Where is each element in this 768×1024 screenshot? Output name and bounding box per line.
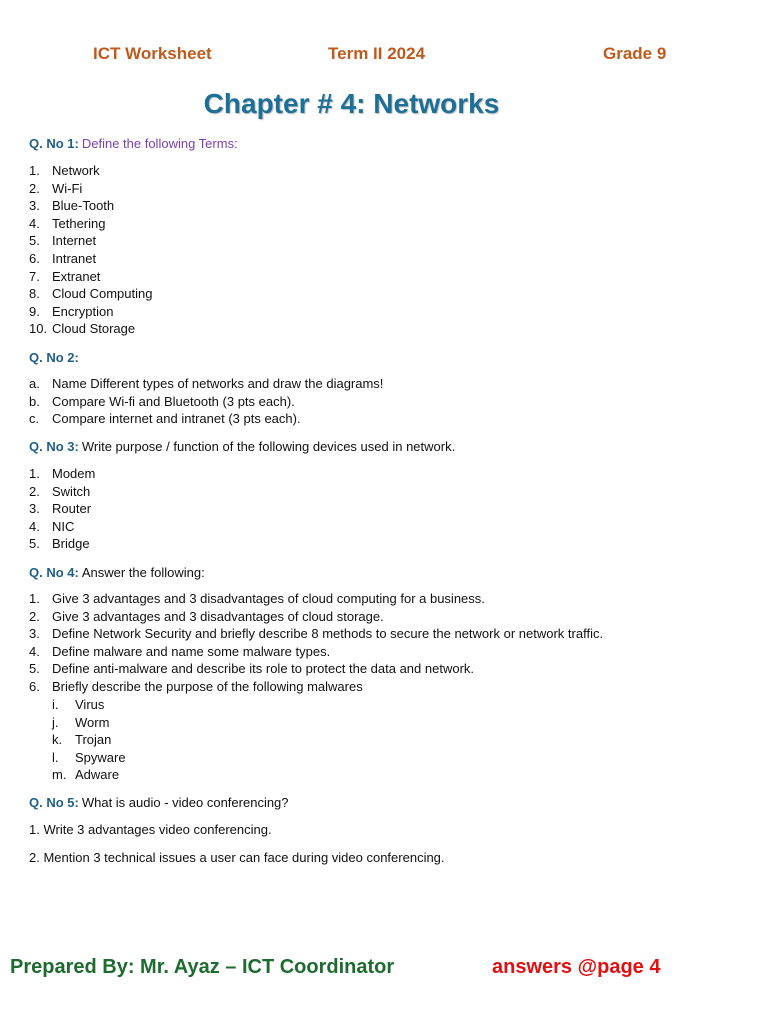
list-marker: 2. — [29, 180, 40, 196]
list-marker: 9. — [29, 303, 40, 319]
list-item — [29, 232, 152, 250]
list-marker: 5. — [29, 233, 40, 249]
list-item-text: Name Different types of networks and draw the diagrams! — [52, 376, 384, 391]
list-item-text: Cloud Computing — [52, 286, 153, 302]
list-item-text: Network — [52, 163, 100, 178]
list-item — [29, 215, 152, 233]
list-marker: 5. — [29, 536, 40, 552]
list-item-text: Blue-Tooth — [52, 198, 115, 214]
list-item-text: Internet — [52, 233, 97, 249]
list-item — [29, 162, 152, 180]
q1-list — [29, 162, 152, 338]
question-2 — [29, 350, 82, 365]
list-marker: 2. — [29, 608, 40, 624]
list-marker: a. — [29, 376, 40, 391]
list-item-text: Define malware and name some malware types. — [52, 643, 331, 659]
list-marker: 1. — [29, 163, 40, 178]
list-item-text: Modem — [52, 466, 96, 481]
question-4 — [29, 565, 205, 580]
list-marker: 1. — [29, 591, 40, 606]
list-item-text: Bridge — [52, 536, 90, 552]
list-item-text: Intranet — [52, 250, 97, 266]
list-marker: 2. — [29, 483, 40, 499]
question-text: Define the following Terms: — [81, 136, 238, 151]
list-item — [29, 180, 152, 198]
list-marker: m. — [52, 767, 67, 783]
list-item-text: Trojan — [75, 732, 112, 748]
list-item — [29, 483, 95, 501]
list-item-text: Compare internet and intranet (3 pts each). — [52, 411, 301, 427]
question-1 — [29, 136, 238, 151]
question-number: Q. No 4: — [29, 565, 79, 580]
list-item — [29, 660, 603, 678]
list-marker: 4. — [29, 215, 40, 231]
list-item-text: Define anti-malware and describe its role to protect the data and network. — [52, 661, 475, 677]
prepared-by: Prepared By: Mr. Ayaz – ICT Coordinator — [10, 956, 395, 978]
list-item — [29, 590, 603, 608]
question-number: Q. No 3: — [29, 439, 79, 454]
list-item-text: Wi-Fi — [52, 180, 83, 196]
list-item — [29, 303, 152, 321]
list-marker: 5. — [29, 661, 40, 677]
q4-list — [29, 590, 603, 696]
list-item — [29, 268, 152, 286]
list-marker: 3. — [29, 198, 40, 214]
question-text: Answer the following: — [81, 565, 205, 580]
question-3 — [29, 439, 455, 454]
list-item — [29, 393, 383, 411]
question-number: Q. No 5: — [29, 795, 79, 810]
list-item — [29, 197, 152, 215]
header-term: Term II 2024 — [328, 44, 426, 63]
list-item — [52, 731, 126, 749]
list-item — [29, 608, 603, 626]
list-item — [52, 766, 126, 784]
list-item-text: Switch — [52, 483, 91, 499]
list-marker: i. — [52, 697, 59, 712]
list-item — [29, 375, 383, 393]
list-item-text: Encryption — [52, 303, 114, 319]
list-marker: 6. — [29, 678, 40, 694]
list-item-text: Define Network Security and briefly describe 8 methods to secure the network or network traffic. — [52, 626, 604, 642]
list-marker: 8. — [29, 286, 40, 302]
question-number: Q. No 2: — [29, 350, 79, 365]
list-item — [29, 465, 95, 483]
question-number: Q. No 1: — [29, 136, 79, 151]
q5-line-2: 2. Mention 3 technical issues a user can face during video conferencing. — [29, 850, 445, 865]
list-item — [29, 250, 152, 268]
list-item — [52, 696, 126, 714]
list-item-text: NIC — [52, 518, 75, 534]
list-marker: 10. — [29, 321, 48, 337]
list-marker: b. — [29, 393, 40, 409]
list-item — [29, 285, 152, 303]
question-text: What is audio - video conferencing? — [81, 795, 289, 810]
list-item — [29, 518, 95, 536]
header-worksheet: ICT Worksheet — [93, 44, 212, 63]
list-item-text: Briefly describe the purpose of the following malwares — [52, 678, 363, 694]
list-item — [29, 320, 152, 338]
list-item — [29, 535, 95, 553]
list-item-text: Spyware — [75, 749, 126, 765]
list-item-text: Compare Wi-fi and Bluetooth (3 pts each). — [52, 393, 295, 409]
list-item — [29, 410, 383, 428]
list-item-text: Tethering — [52, 215, 106, 231]
list-marker: l. — [52, 749, 59, 765]
list-marker: 7. — [29, 268, 40, 284]
list-marker: 6. — [29, 250, 40, 266]
list-item-text: Give 3 advantages and 3 disadvantages of cloud storage. — [52, 608, 384, 624]
list-item-text: Virus — [75, 697, 105, 712]
header-grade: Grade 9 — [603, 44, 667, 63]
list-item — [29, 678, 603, 696]
list-item — [52, 749, 126, 767]
list-marker: 3. — [29, 626, 40, 642]
answers-note: answers @page 4 — [492, 956, 661, 978]
list-marker: 3. — [29, 501, 40, 517]
list-item-text: Adware — [75, 767, 120, 783]
question-text: Write purpose / function of the following devices used in network. — [81, 439, 456, 454]
q4-sub-list — [52, 696, 126, 784]
list-marker: 4. — [29, 643, 40, 659]
page-title: Chapter # 4: Networks — [203, 88, 500, 119]
list-item-text: Cloud Storage — [52, 321, 136, 337]
list-item-text: Worm — [75, 714, 110, 730]
list-item — [29, 625, 603, 643]
q5-line-1: 1. Write 3 advantages video conferencing. — [29, 822, 272, 837]
list-item — [52, 714, 126, 732]
list-item-text: Router — [52, 501, 92, 517]
list-item-text: Give 3 advantages and 3 disadvantages of cloud computing for a business. — [52, 591, 485, 606]
list-item — [29, 500, 95, 518]
list-marker: k. — [52, 732, 63, 748]
q3-list — [29, 465, 95, 553]
list-marker: c. — [29, 411, 40, 427]
list-marker: 1. — [29, 466, 40, 481]
list-item — [29, 643, 603, 661]
question-5 — [29, 795, 289, 810]
q2-list — [29, 375, 383, 428]
list-item-text: Extranet — [52, 268, 101, 284]
list-marker: 4. — [29, 518, 40, 534]
list-marker: j. — [52, 714, 59, 730]
